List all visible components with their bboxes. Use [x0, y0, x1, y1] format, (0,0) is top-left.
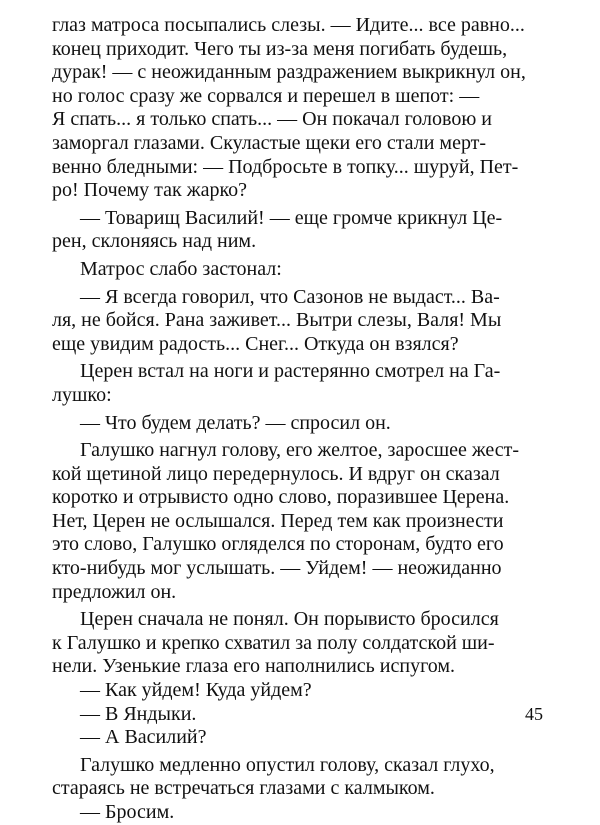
text-line: Галушко нагнул голову, его желтое, заросшее жест- — [80, 439, 520, 462]
text-line: Галушко медленно опустил голову, сказал глухо, — [80, 753, 495, 776]
text-line: рен, склоняясь над ним. — [52, 230, 257, 253]
text-line: Я спать... я только спать... — Он покачал головою и — [52, 108, 492, 131]
text-line: — Товарищ Василий! — еще громче крикнул Це- — [80, 206, 503, 229]
text-line: — В Яндыки. — [80, 702, 197, 725]
text-line: предложил он. — [52, 580, 177, 603]
text-line: — Бросим. — [80, 801, 175, 823]
text-line: Церен сначала не понял. Он порывисто бросился — [80, 608, 499, 631]
text-line: стараясь не встречаться глазами с калмыком. — [52, 777, 435, 800]
page-number: 45 — [525, 704, 543, 724]
text-line: ро! Почему так жарко? — [52, 179, 248, 202]
text-line: это слово, Галушко огляделся по сторонам, будто его — [52, 533, 504, 556]
page-text — [52, 14, 552, 825]
text-line: — Что будем делать? — спросил он. — [80, 411, 391, 434]
text-line: дурак! — с неожиданным раздражением выкрикнул он, — [52, 61, 526, 84]
text-line: лушко: — [52, 383, 112, 406]
text-line: к Галушко и крепко схватил за полу солдатской ши- — [52, 631, 495, 654]
text-line: — Я всегда говорил, что Сазонов не выдаст... Ва- — [80, 285, 500, 308]
text-line: Матрос слабо застонал: — [80, 257, 282, 280]
text-line: коротко и отрывисто одно слово, поразившее Церена. — [52, 486, 510, 509]
text-line: Нет, Церен не ослышался. Перед тем как произнести — [52, 509, 504, 532]
text-line: ля, не бойся. Рана заживет... Вытри слезы, Валя! Мы — [52, 309, 502, 332]
text-line: — А Василий? — [80, 726, 207, 749]
text-line: заморгал глазами. Скуластые щеки его стали мерт- — [52, 131, 487, 154]
text-line: кой щетиной лицо передернулось. И вдруг он сказал — [52, 462, 500, 485]
text-line: но голос сразу же сорвался и перешел в шепот: — — [52, 84, 480, 107]
text-line: — Как уйдем! Куда уйдем? — [80, 679, 312, 702]
text-line: еще увидим радость... Снег... Откуда он взялся? — [52, 332, 459, 355]
text-line: нели. Узенькие глаза его наполнились испугом. — [52, 655, 456, 678]
text-line: кто-нибудь мог услышать. — Уйдем! — неожиданно — [52, 557, 502, 580]
text-line: венно бледными: — Подбросьте в топку... шуруй, Пет- — [52, 155, 519, 178]
text-line: Церен встал на ноги и растерянно смотрел на Га- — [80, 360, 501, 383]
text-line: глаз матроса посыпались слезы. — Идите... все равно... — [52, 14, 525, 36]
text-line: конец приходит. Чего ты из-за меня погибать будешь, — [52, 37, 508, 60]
